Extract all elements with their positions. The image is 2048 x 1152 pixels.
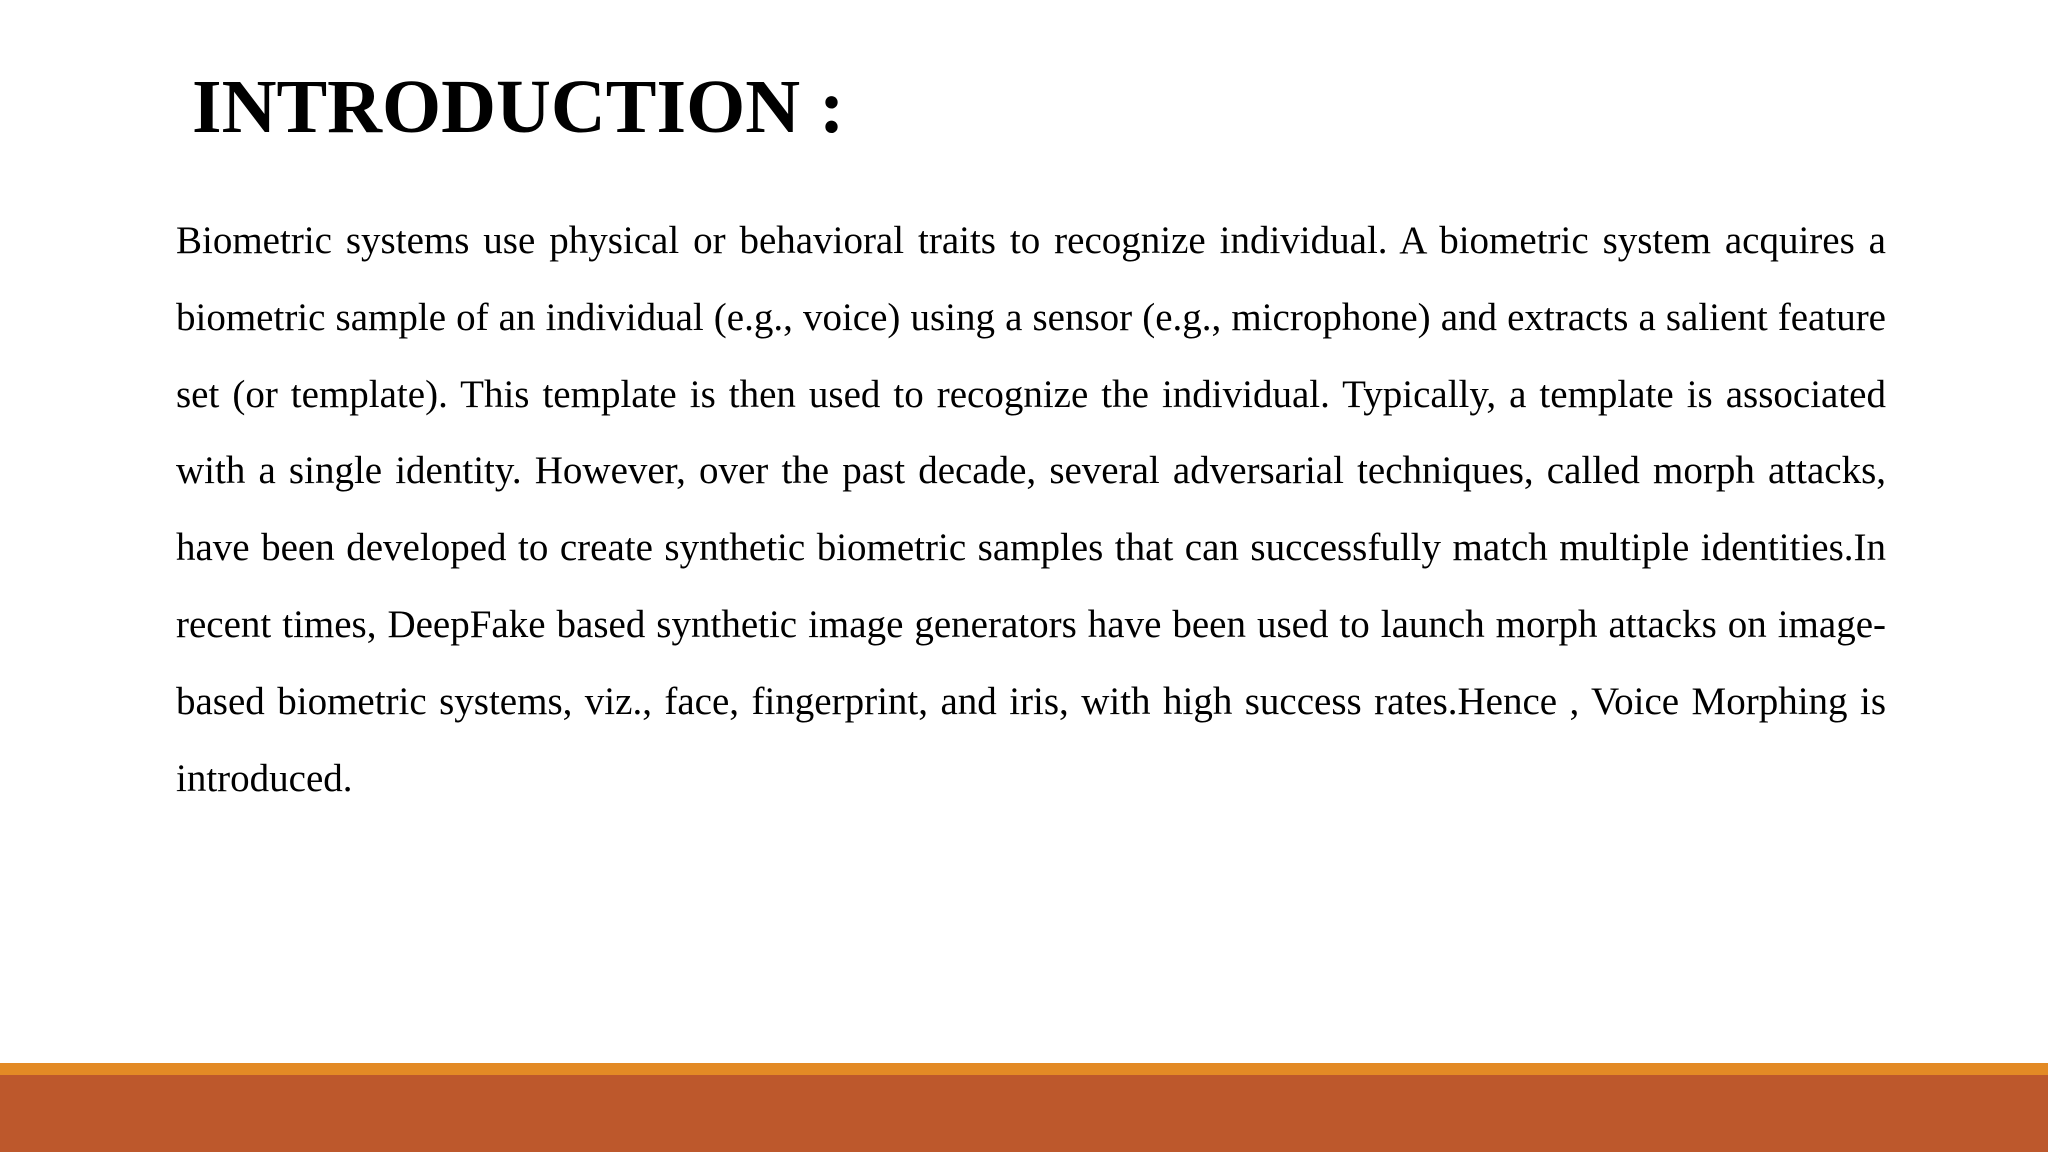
footer-bar xyxy=(0,1075,2048,1152)
slide-body-text: Biometric systems use physical or behavioral traits to recognize individual. A biometric system acquires a biometric sample of an individual (e.g., voice) using a sensor (e.g., microphone) and extracts a salient feature set (or template). This template is then used to recognize the individual. Typically, a template is associated with a single identity. However, over the past decade, several adversarial techniques, called morph attacks, have been developed to create synthetic biometric samples that can successfully match multiple identities.In recent times, DeepFake based synthetic image generators have been used to launch morph attacks on image-based biometric systems, viz., face, fingerprint, and iris, with high success rates.Hence , Voice Morphing is introduced. xyxy=(176,219,1886,800)
slide-title: INTRODUCTION : xyxy=(192,65,845,149)
footer-accent-line xyxy=(0,1063,2048,1075)
